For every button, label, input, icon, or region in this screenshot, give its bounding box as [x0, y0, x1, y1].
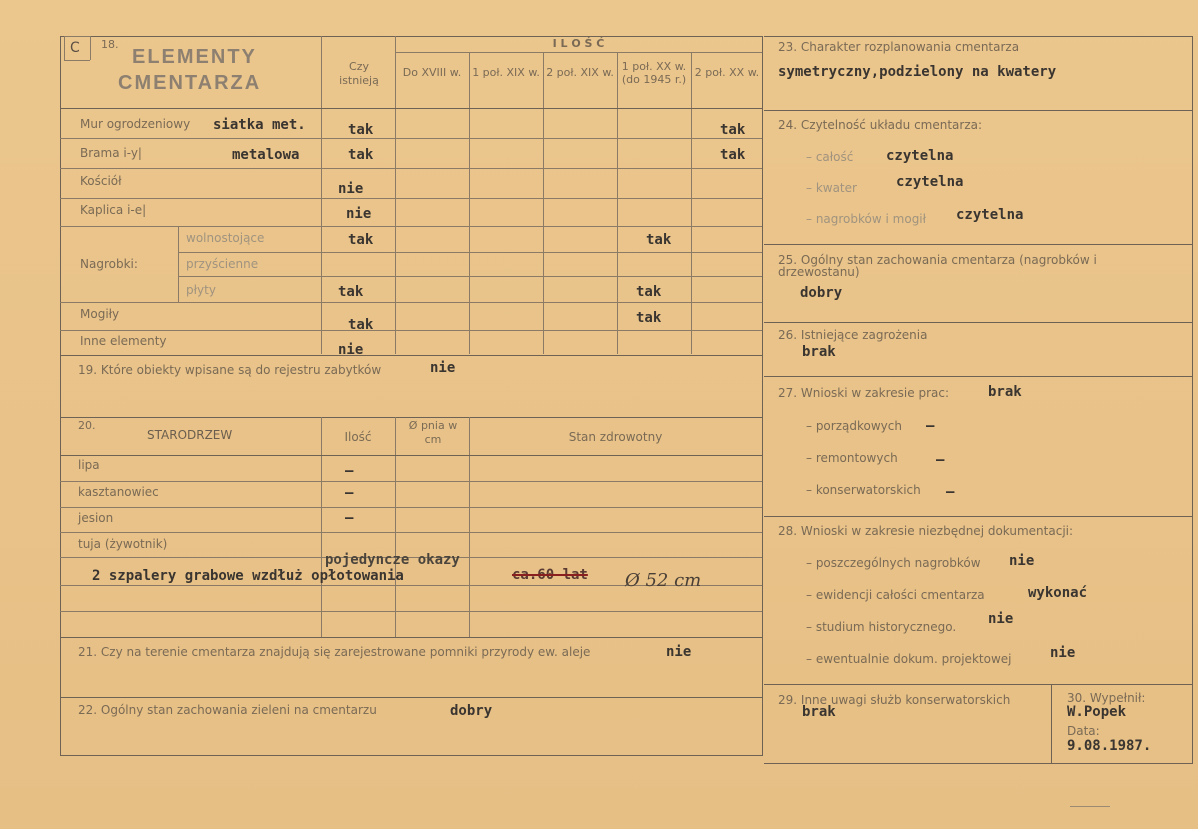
- tree-diameter: Ø 52 cm: [625, 570, 702, 591]
- tree-struck-age: ca.60 lat: [512, 567, 588, 583]
- row-plyty-label: płyty: [186, 283, 216, 297]
- s30-date-label: Data:: [1067, 724, 1100, 738]
- s22-value: dobry: [450, 703, 493, 719]
- col-1pol-xx: 1 poł. XX w. (do 1945 r.): [621, 60, 687, 86]
- row-nagrobki-label: Nagrobki:: [80, 257, 138, 271]
- row-mur-czy: tak: [348, 122, 374, 138]
- s18-number: 18.: [101, 38, 119, 51]
- tree-lipa-ilosc: –: [345, 463, 354, 479]
- s30-date: 9.08.1987.: [1067, 738, 1152, 754]
- s24-nagrobkow-value: czytelna: [956, 207, 1024, 223]
- s24-kwater: – kwater: [806, 181, 857, 195]
- row-wolno-czy: tak: [348, 232, 374, 248]
- s21-value: nie: [666, 644, 692, 660]
- s28-item4-value: nie: [1050, 645, 1076, 661]
- s26-label: 26. Istniejące zagrożenia: [778, 328, 928, 342]
- s19-value: nie: [430, 360, 456, 376]
- row-kosciol-label: Kościół: [80, 174, 122, 188]
- s27-konserwatorskich: – konserwatorskich: [806, 483, 921, 497]
- col-1pol-xix: 1 poł. XIX w.: [472, 66, 540, 79]
- s27-porzadkowych: – porządkowych: [806, 419, 902, 433]
- s28-item2-value: wykonać: [1028, 585, 1088, 601]
- row-mur-2xx: tak: [720, 122, 746, 138]
- s27-label: 27. Wnioski w zakresie prac:: [778, 386, 950, 400]
- s25-label: 25. Ogólny stan zachowania cmentarza (nagrobków i drzewostanu): [778, 253, 1097, 279]
- col-czy-istnieja: Czy istnieją: [339, 60, 379, 87]
- row-brama-2xx: tak: [720, 147, 746, 163]
- tree-szpalery: 2 szpalery grabowe wzdłuż opłotowania: [92, 568, 404, 584]
- tree-kasztanowiec-ilosc: –: [345, 485, 354, 501]
- s27-remontowych-dash: –: [936, 452, 945, 468]
- row-inne-label: Inne elementy: [80, 334, 167, 348]
- row-brama-label: Brama i-y|: [80, 146, 142, 160]
- s27-porzadkowych-dash: –: [926, 418, 935, 434]
- s23-label: 23. Charakter rozplanowania cmentarza: [778, 40, 1020, 54]
- s27-remontowych: – remontowych: [806, 451, 898, 465]
- s20-col-stan: Stan zdrowotny: [568, 430, 663, 444]
- s18-title-line1: ELEMENTY: [132, 46, 257, 68]
- tree-jesion: jesion: [78, 511, 114, 525]
- s28-item1: – poszczególnych nagrobków: [806, 556, 981, 570]
- row-brama-czy: tak: [348, 147, 374, 163]
- s24-kwater-value: czytelna: [896, 174, 964, 190]
- s27-value: brak: [988, 384, 1022, 400]
- s28-item3-value: nie: [988, 611, 1014, 627]
- row-kaplica-label: Kaplica i-e|: [80, 203, 147, 217]
- row-mogily-czy: tak: [348, 317, 374, 333]
- s28-item1-value: nie: [1009, 553, 1035, 569]
- bottom-edge-line: [1070, 806, 1110, 807]
- tree-jesion-ilosc: –: [345, 510, 354, 526]
- s26-value: brak: [802, 344, 836, 360]
- s24-calosc-value: czytelna: [886, 148, 954, 164]
- row-wolno-1xx: tak: [646, 232, 672, 248]
- row-mogily-label: Mogiły: [80, 307, 120, 321]
- s28-label: 28. Wnioski w zakresie niezbędnej dokumentacji:: [778, 524, 1074, 538]
- row-plyty-czy: tak: [338, 284, 364, 300]
- s28-item4: – ewentualnie dokum. projektowej: [806, 652, 1012, 666]
- s23-value: symetryczny,podzielony na kwatery: [778, 64, 1057, 80]
- s28-item3: – studium historycznego.: [806, 620, 957, 634]
- tree-tuja: tuja (żywotnik): [78, 537, 168, 551]
- tree-kasztanowiec: kasztanowiec: [78, 485, 159, 499]
- s30-name: W.Popek: [1067, 704, 1127, 720]
- s20-col-pnia: Ø pnia w cm: [408, 419, 458, 446]
- s30-label: 30. Wypełnił:: [1067, 691, 1146, 705]
- col-2pol-xx: 2 poł. XX w.: [694, 66, 760, 79]
- s28-item2: – ewidencji całości cmentarza: [806, 588, 985, 602]
- s20-title: STARODRZEW: [147, 428, 233, 442]
- tree-pojedyncze: pojedyncze okazy: [325, 552, 460, 568]
- ilosc-header: I L O Ś Ć: [552, 37, 605, 50]
- row-brama-value: metalowa: [232, 147, 300, 163]
- s19-label: 19. Które obiekty wpisane są do rejestru zabytków: [78, 363, 382, 377]
- s24-nagrobkow: – nagrobków i mogił: [806, 212, 927, 226]
- row-mogily-1xx: tak: [636, 310, 662, 326]
- section-letter: C: [70, 40, 80, 56]
- s21-label: 21. Czy na terenie cmentarza znajdują się zarejestrowane pomniki przyrody ew. aleje: [78, 645, 591, 659]
- s24-calosc: – całość: [806, 150, 854, 164]
- s29-value: brak: [802, 704, 836, 720]
- s18-title-line2: CMENTARZA: [118, 72, 262, 94]
- s27-konserwatorskich-dash: –: [946, 484, 955, 500]
- tree-lipa: lipa: [78, 458, 100, 472]
- row-plyty-1xx: tak: [636, 284, 662, 300]
- row-inne-czy: nie: [338, 342, 364, 358]
- row-mur-label: Mur ogrodzeniowy: [80, 117, 191, 131]
- s24-label: 24. Czytelność układu cmentarza:: [778, 118, 983, 132]
- col-do-xviii: Do XVIII w.: [402, 66, 462, 79]
- row-kosciol-czy: nie: [338, 181, 364, 197]
- row-wolno-label: wolnostojące: [186, 231, 265, 245]
- row-mur-value: siatka met.: [213, 117, 306, 133]
- s20-number: 20.: [78, 419, 96, 432]
- s25-value: dobry: [800, 285, 843, 301]
- row-przysc-label: przyścienne: [186, 257, 259, 271]
- s22-label: 22. Ogólny stan zachowania zieleni na cmentarzu: [78, 703, 377, 717]
- s20-col-ilosc: Ilość: [344, 430, 372, 444]
- col-2pol-xix: 2 poł. XIX w.: [546, 66, 614, 79]
- row-kaplica-czy: nie: [346, 206, 372, 222]
- s29-label: 29. Inne uwagi służb konserwatorskich: [778, 693, 1011, 707]
